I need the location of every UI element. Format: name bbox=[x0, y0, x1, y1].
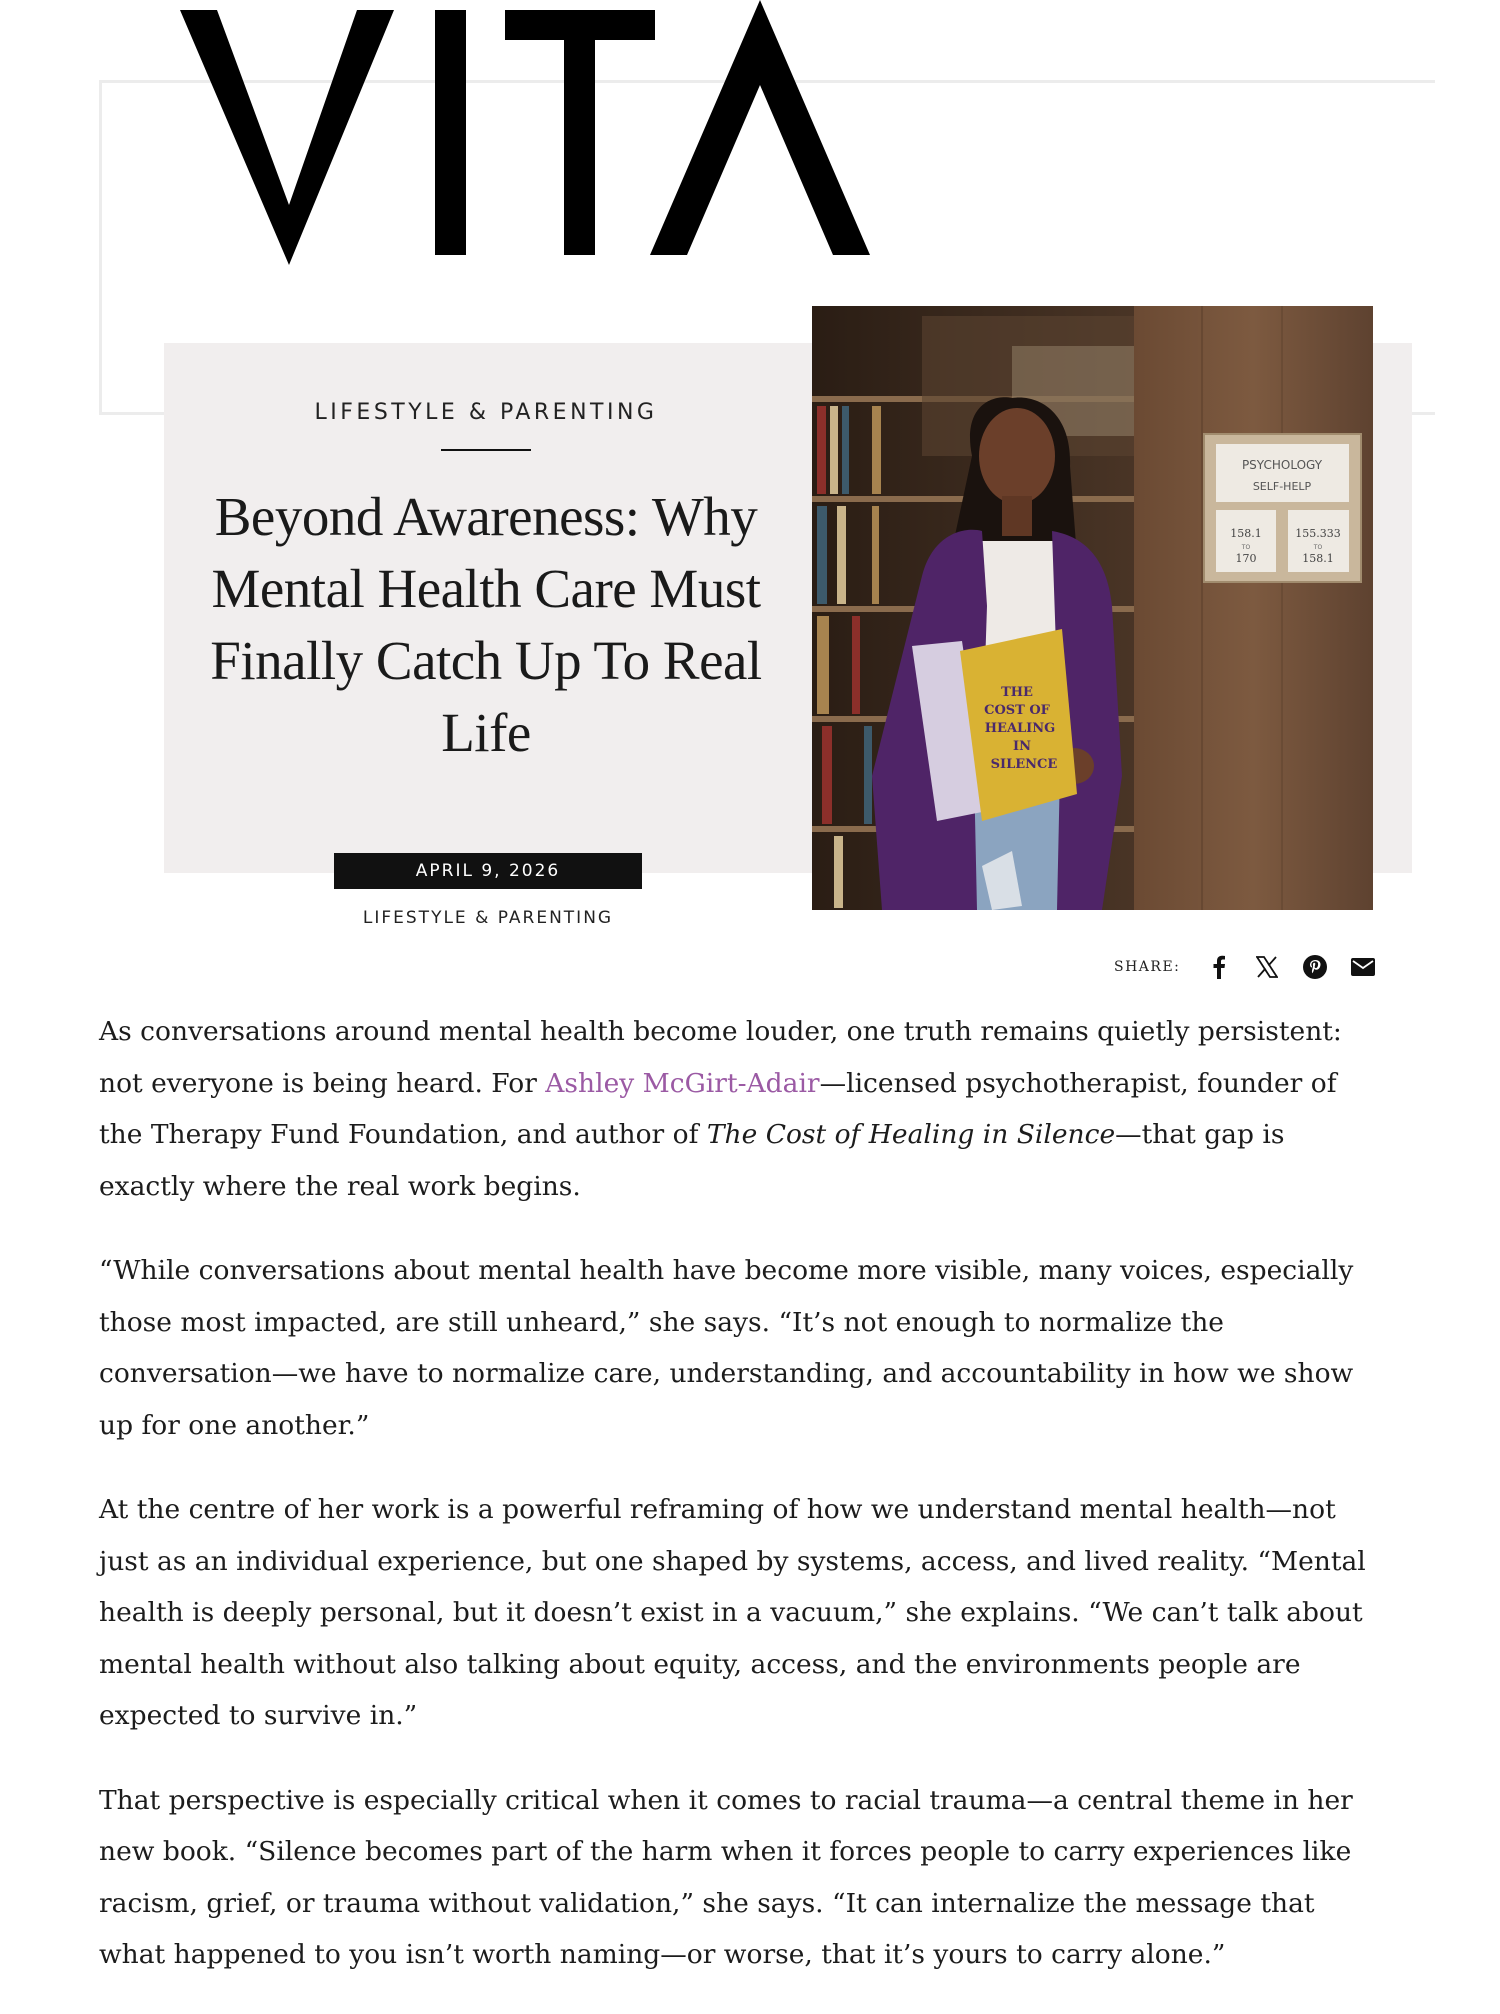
paragraph-4: That perspective is especially critical when it comes to racial trauma—a central theme in her new book. “Silence becomes part of the harm when it forces people to carry experiences like racism, grief, or trauma without validation,” she says. “It can internalize the message that what happened to you isn’t worth naming—or worse, that it’s yours to carry alone.” bbox=[99, 1784, 1353, 1970]
svg-text:SILENCE: SILENCE bbox=[990, 757, 1058, 772]
svg-text:155.333: 155.333 bbox=[1295, 527, 1341, 540]
svg-text:170: 170 bbox=[1235, 552, 1257, 565]
author-link[interactable]: Ashley McGirt-Adair bbox=[545, 1067, 820, 1099]
article-headline: Beyond Awareness: Why Mental Health Care Must Finally Catch Up To Real Life bbox=[210, 486, 762, 763]
paragraph-1: As conversations around mental health become louder, one truth remains quietly persistent: not everyone is being heard. For Ashley McGirt-Adair—licensed psychotherapist, founder of the Therapy Fund Foundation, and author of The Cost of Healing in Silence—that gap is exactly where the real work begins. bbox=[99, 1016, 1342, 1202]
hero-text-block bbox=[180, 400, 792, 769]
svg-text:SELF-HELP: SELF-HELP bbox=[1252, 480, 1312, 493]
logo-letter-a bbox=[650, 0, 870, 255]
svg-text:158.1: 158.1 bbox=[1230, 527, 1262, 540]
svg-text:COST OF: COST OF bbox=[984, 703, 1050, 718]
article-body bbox=[99, 1006, 1379, 2014]
category-link[interactable]: LIFESTYLE & PARENTING bbox=[362, 908, 614, 928]
pinterest-icon[interactable] bbox=[1302, 954, 1328, 980]
logo-letter-i bbox=[435, 10, 466, 255]
svg-text:IN: IN bbox=[1013, 739, 1031, 754]
share-label: SHARE: bbox=[1114, 959, 1181, 975]
book-title: The Cost of Healing in Silence bbox=[706, 1119, 1116, 1150]
paragraph-3: At the centre of her work is a powerful reframing of how we understand mental health—not just as an individual experience, but one shaped by systems, access, and lived reality. “Mental health is deeply personal, but it doesn’t exist in a vacuum,” she explains. “We can’t talk about mental health without also talking about equity, access, and the environments people are expected to survive in.” bbox=[99, 1494, 1366, 1731]
svg-text:TO: TO bbox=[1241, 544, 1251, 551]
paragraph-2: “While conversations about mental health have become more visible, many voices, especially those most impacted, are still unheard,” she says. “It’s not enough to normalize the conversation—we have to normalize care, understanding, and accountability in how we show up for one another.” bbox=[99, 1255, 1354, 1441]
hero-photo bbox=[812, 306, 1373, 910]
logo-letter-t-stem bbox=[564, 10, 595, 255]
kicker-divider bbox=[441, 449, 531, 451]
svg-text:158.1: 158.1 bbox=[1302, 552, 1334, 565]
svg-text:HEALING: HEALING bbox=[984, 721, 1056, 736]
hero-kicker[interactable]: LIFESTYLE & PARENTING bbox=[314, 400, 658, 425]
svg-text:PSYCHOLOGY: PSYCHOLOGY bbox=[1241, 458, 1323, 472]
svg-text:THE: THE bbox=[1001, 685, 1033, 700]
library-sign bbox=[1204, 434, 1361, 582]
logo-letter-v bbox=[180, 10, 394, 265]
facebook-icon[interactable] bbox=[1206, 954, 1232, 980]
site-logo[interactable] bbox=[180, 0, 870, 265]
article-date: APRIL 9, 2026 bbox=[334, 853, 642, 889]
svg-text:TO: TO bbox=[1313, 544, 1323, 551]
book-cover bbox=[912, 629, 1077, 821]
share-bar bbox=[1114, 952, 1376, 982]
email-icon[interactable] bbox=[1350, 954, 1376, 980]
x-icon[interactable] bbox=[1254, 954, 1280, 980]
